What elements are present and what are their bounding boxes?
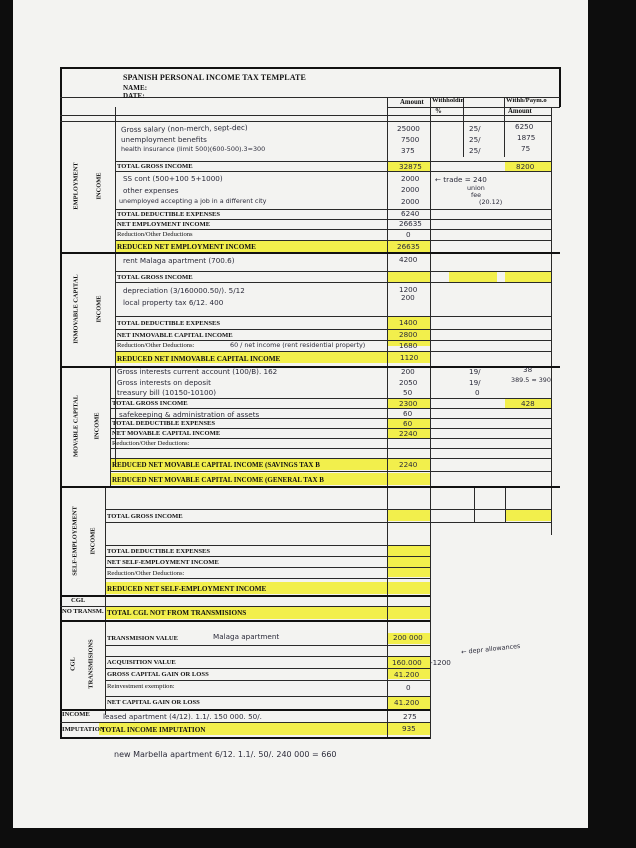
rule xyxy=(105,567,430,568)
rule xyxy=(60,121,551,122)
rule xyxy=(60,252,560,254)
cgl-acquisition-adjustment: -1200 xyxy=(430,658,451,667)
imm-net-amount: 2800 xyxy=(399,330,418,339)
rule xyxy=(110,398,551,399)
imm-ded-depreciation: depreciation (3/160000.50/). 5/12 xyxy=(123,286,245,295)
rule xyxy=(60,115,551,116)
mov-ded-safekeeping: safekeeping & administration of assets xyxy=(119,410,260,419)
emp-item-unemployment: unemployment benefits xyxy=(121,135,207,144)
imp-item-leased-apartment: leased apartment (4/12). 1.1/. 150 000. 50/. xyxy=(103,712,262,721)
section-cgl: CGL xyxy=(69,657,77,671)
imm-total-deductible-label: TOTAL DEDUCTIBLE EXPENSES xyxy=(117,320,221,327)
rule xyxy=(105,668,430,669)
imm-ded-amount-1: 1200 xyxy=(399,285,418,294)
section-employment-income: INCOME xyxy=(95,172,103,200)
mov-pct-1: 19/ xyxy=(469,367,481,376)
rule xyxy=(110,458,551,459)
rule xyxy=(110,471,551,472)
mov-total-gross-amount: 2300 xyxy=(399,399,418,408)
emp-amount-1: 25000 xyxy=(397,124,420,133)
se-reduced-label: REDUCED NET SELF-EMPLOYMENT INCOME xyxy=(107,585,267,593)
withholding-percent-header: % xyxy=(435,108,442,115)
rule xyxy=(115,240,551,241)
cgl-gross-amount: 41.200 xyxy=(394,670,420,679)
rule xyxy=(60,722,430,723)
mov-reduction-label: Reduction/Other Deductions: xyxy=(112,440,190,447)
rule xyxy=(474,487,475,523)
emp-withh-1: 6250 xyxy=(515,122,534,131)
emp-amount-3: 375 xyxy=(401,146,415,155)
rule xyxy=(105,509,551,510)
cgl-reinvestment-label: Reinvestment exemption: xyxy=(107,683,175,690)
amount-column-header: Amount xyxy=(400,99,424,106)
imm-total-gross-label: TOTAL GROSS INCOME xyxy=(117,274,193,281)
imm-ded-property-tax: local property tax 6/12. 400 xyxy=(123,298,224,307)
mov-net-label: NET MOVABLE CAPITAL INCOME xyxy=(112,430,221,437)
emp-reduction-amount: 0 xyxy=(406,230,411,239)
highlight-imm-gross-withh xyxy=(505,272,551,282)
rule xyxy=(105,696,430,697)
imm-ded-amount-2: 200 xyxy=(401,293,415,302)
document-title: SPANISH PERSONAL INCOME TAX TEMPLATE xyxy=(123,73,306,82)
emp-pct-3: 25/ xyxy=(469,146,481,155)
imm-item-rent-amount: 4200 xyxy=(399,255,418,264)
rule xyxy=(60,737,430,739)
cgl-net-amount: 41.200 xyxy=(394,698,420,707)
emp-note-trade: ← trade = 240 xyxy=(435,175,487,184)
se-total-deductible-label: TOTAL DEDUCTIBLE EXPENSES xyxy=(107,548,211,555)
highlight-se-withh xyxy=(505,510,551,521)
rule xyxy=(60,595,430,597)
imp-total-label: TOTAL INCOME IMPUTATION xyxy=(101,726,206,734)
rule xyxy=(559,67,561,107)
cgl-reinvestment-amount: 0 xyxy=(406,683,411,692)
emp-ded-unemployed: unemployed accepting a job in a different city xyxy=(119,197,267,205)
highlight-mov-general-amt xyxy=(388,473,430,485)
emp-reduction-label: Reduction/Other Deductions xyxy=(117,231,193,238)
withholding-column-header: Withholdin xyxy=(432,97,465,104)
se-net-label: NET SELF-EMPLOYMENT INCOME xyxy=(107,559,219,566)
emp-ded-other: other expenses xyxy=(123,186,179,195)
imm-reduction-label: Reduction/Other Deductions: xyxy=(117,342,195,349)
imm-item-rent: rent Malaga apartment (700.6) xyxy=(123,256,235,265)
mov-total-gross-label: TOTAL GROSS INCOME xyxy=(112,400,188,407)
rule xyxy=(60,67,560,69)
rule xyxy=(110,438,551,439)
rule xyxy=(60,709,430,711)
imm-reduced-label: REDUCED NET INMOVABLE CAPITAL INCOME xyxy=(117,355,281,363)
rule xyxy=(110,408,551,409)
footer-note: new Marbella apartment 6/12. 1.1/. 50/. 240 000 = 660 xyxy=(114,750,337,759)
mov-amount-3: 50 xyxy=(403,388,413,397)
rule xyxy=(387,107,560,108)
rule xyxy=(60,67,62,739)
section-selfemployment: SELF-EMPLOYEMENT xyxy=(71,506,79,576)
imm-total-deductible-amount: 1400 xyxy=(399,318,418,327)
rule xyxy=(110,448,551,449)
emp-net-amount: 26635 xyxy=(399,219,422,228)
section-selfemployment-income: INCOME xyxy=(89,527,97,555)
emp-withh-3: 75 xyxy=(521,144,531,153)
emp-reduced-amount: 26635 xyxy=(397,242,420,251)
emp-item-health: health insurance (limit 500)(600-500).3=300 xyxy=(121,145,266,153)
section-movable-income: INCOME xyxy=(93,412,101,440)
emp-total-deductible-label: TOTAL DEDUCTIBLE EXPENSES xyxy=(117,211,221,218)
mov-reduced-savings-label: REDUCED NET MOVABLE CAPITAL INCOME (SAVINGS TAX B xyxy=(112,461,320,469)
rule xyxy=(115,161,551,162)
rule xyxy=(115,282,551,283)
cgl-transmision-note: Malaga apartment xyxy=(213,632,280,641)
mov-reduced-general-label: REDUCED NET MOVABLE CAPITAL INCOME (GENERAL TAX B xyxy=(112,476,324,484)
mov-ded-amount-1: 60 xyxy=(403,409,413,418)
emp-total-gross-amount: 32875 xyxy=(399,162,422,171)
rule xyxy=(105,545,430,546)
mov-pct-3: 0 xyxy=(475,388,480,397)
emp-pct-1: 25/ xyxy=(469,124,481,133)
emp-ded-amount-1: 2000 xyxy=(401,174,420,183)
section-cgl-nt: CGL xyxy=(71,597,86,604)
rule xyxy=(115,271,551,272)
rule xyxy=(504,97,505,157)
mov-amount-2: 2050 xyxy=(399,378,418,387)
rule xyxy=(115,316,551,317)
date-label: DATE: xyxy=(123,92,145,100)
mov-total-deductible-label: TOTAL DEDUCTIBLE EXPENSES xyxy=(112,420,216,427)
emp-note-calc: (20.12) xyxy=(479,198,503,206)
highlight-cgl-nt-amt xyxy=(388,607,430,619)
highlight-se-ded xyxy=(388,545,430,577)
section-cgl-transmisions: TRANSMISIONS xyxy=(87,639,95,689)
cgl-acquisition-amount: 160.000 xyxy=(392,658,422,667)
emp-ded-ss: SS cont (500+100 5+1000) xyxy=(123,174,223,183)
mov-pct-2: 19/ xyxy=(469,378,481,387)
imm-net-label: NET INMOVABLE CAPITAL INCOME xyxy=(117,332,233,339)
emp-amount-2: 7500 xyxy=(401,135,420,144)
cgl-transmision-value-label: TRANSMISION VALUE xyxy=(107,635,179,642)
emp-note-union: union xyxy=(467,184,485,192)
rule xyxy=(463,97,464,157)
emp-total-deductible-amount: 6240 xyxy=(401,209,420,218)
withh-paym-column-header: Withh/Paym.o xyxy=(506,97,547,104)
se-total-gross-label: TOTAL GROSS INCOME xyxy=(107,513,183,520)
imp-item-amount: 275 xyxy=(403,712,417,721)
mov-item-current-account: Gross interests current account (100/B). 162 xyxy=(117,367,278,376)
rule xyxy=(505,487,506,523)
emp-withh-2: 1875 xyxy=(517,133,536,142)
rule xyxy=(105,556,430,557)
cgl-gross-label: GROSS CAPITAL GAIN OR LOSS xyxy=(107,671,209,678)
rule xyxy=(115,209,551,210)
name-label: NAME: xyxy=(123,84,148,92)
section-immovable: INMOVABLE CAPITAL xyxy=(72,274,80,344)
emp-reduced-label: REDUCED NET EMPLOYMENT INCOME xyxy=(117,243,256,251)
mov-net-amount: 2240 xyxy=(399,429,418,438)
rule xyxy=(105,522,551,523)
rule xyxy=(110,367,111,487)
emp-pct-2: 25/ xyxy=(469,135,481,144)
emp-ded-amount-3: 2000 xyxy=(401,197,420,206)
mov-withh-2: 389.5 ≈ 390 xyxy=(511,376,551,384)
withh-amount-header: Amount xyxy=(508,108,532,115)
rule xyxy=(115,329,551,330)
rule xyxy=(105,645,430,646)
imm-reduction-note: 60 / net income (rent residential property) xyxy=(230,341,366,349)
rule xyxy=(60,606,430,607)
section-employment: EMPLOYMENT xyxy=(72,162,80,210)
cgl-net-label: NET CAPITAL GAIN OR LOSS xyxy=(107,699,200,706)
se-reduction-label: Reduction/Other Deductions: xyxy=(107,570,185,577)
rule xyxy=(115,171,551,172)
imm-reduction-amount: 1680 xyxy=(399,341,418,350)
emp-total-gross-label: TOTAL GROSS INCOME xyxy=(117,163,193,170)
section-cgl-nt-2: NO TRANSM. xyxy=(62,608,104,615)
rule xyxy=(105,680,430,681)
cgl-depr-note: ← depr allowances xyxy=(460,641,521,657)
tax-template-sheet xyxy=(13,0,588,828)
highlight-se-reduced-amt xyxy=(388,582,430,594)
mov-total-deductible-amount: 60 xyxy=(403,419,413,428)
cgl-acquisition-label: ACQUISITION VALUE xyxy=(107,659,176,666)
rule xyxy=(115,219,551,220)
cgl-transmision-amount: 200 000 xyxy=(393,633,423,642)
cgl-nt-total-label: TOTAL CGL NOT FROM TRANSMISIONS xyxy=(107,609,247,617)
emp-item-salary: Gross salary (non-merch, sept-dec) xyxy=(120,122,248,135)
highlight-imm-gross xyxy=(388,272,430,282)
highlight-imm-gross-pct xyxy=(449,272,497,282)
imm-reduced-amount: 1120 xyxy=(400,353,419,362)
rule xyxy=(60,486,560,488)
rule xyxy=(115,351,551,352)
mov-amount-1: 200 xyxy=(401,367,415,376)
rule xyxy=(110,428,551,429)
rule xyxy=(105,656,430,657)
rule xyxy=(115,229,551,230)
emp-total-withh-amount: 8200 xyxy=(516,162,535,171)
section-income-imputation-2: IMPUTATION xyxy=(62,726,105,733)
mov-item-deposit: Gross interests on deposit xyxy=(117,378,211,387)
section-income-imputation: INCOME xyxy=(62,711,90,718)
imp-total-amount: 935 xyxy=(402,724,416,733)
section-movable: MOVABLE CAPITAL xyxy=(72,394,80,458)
mov-withh-1: 38 xyxy=(523,365,533,374)
rule xyxy=(105,578,430,579)
highlight-se-gross xyxy=(388,510,430,521)
emp-note-fee: fee xyxy=(471,191,482,199)
mov-item-treasury: treasury bill (10150-10100) xyxy=(117,388,217,397)
emp-ded-amount-2: 2000 xyxy=(401,185,420,194)
mov-total-withh-amount: 428 xyxy=(521,399,535,408)
rule xyxy=(60,620,430,622)
rule xyxy=(551,495,552,535)
rule xyxy=(551,107,552,495)
mov-reduced-savings-amount: 2240 xyxy=(399,460,418,469)
emp-net-label: NET EMPLOYMENT INCOME xyxy=(117,221,211,228)
section-immovable-income: INCOME xyxy=(95,295,103,323)
